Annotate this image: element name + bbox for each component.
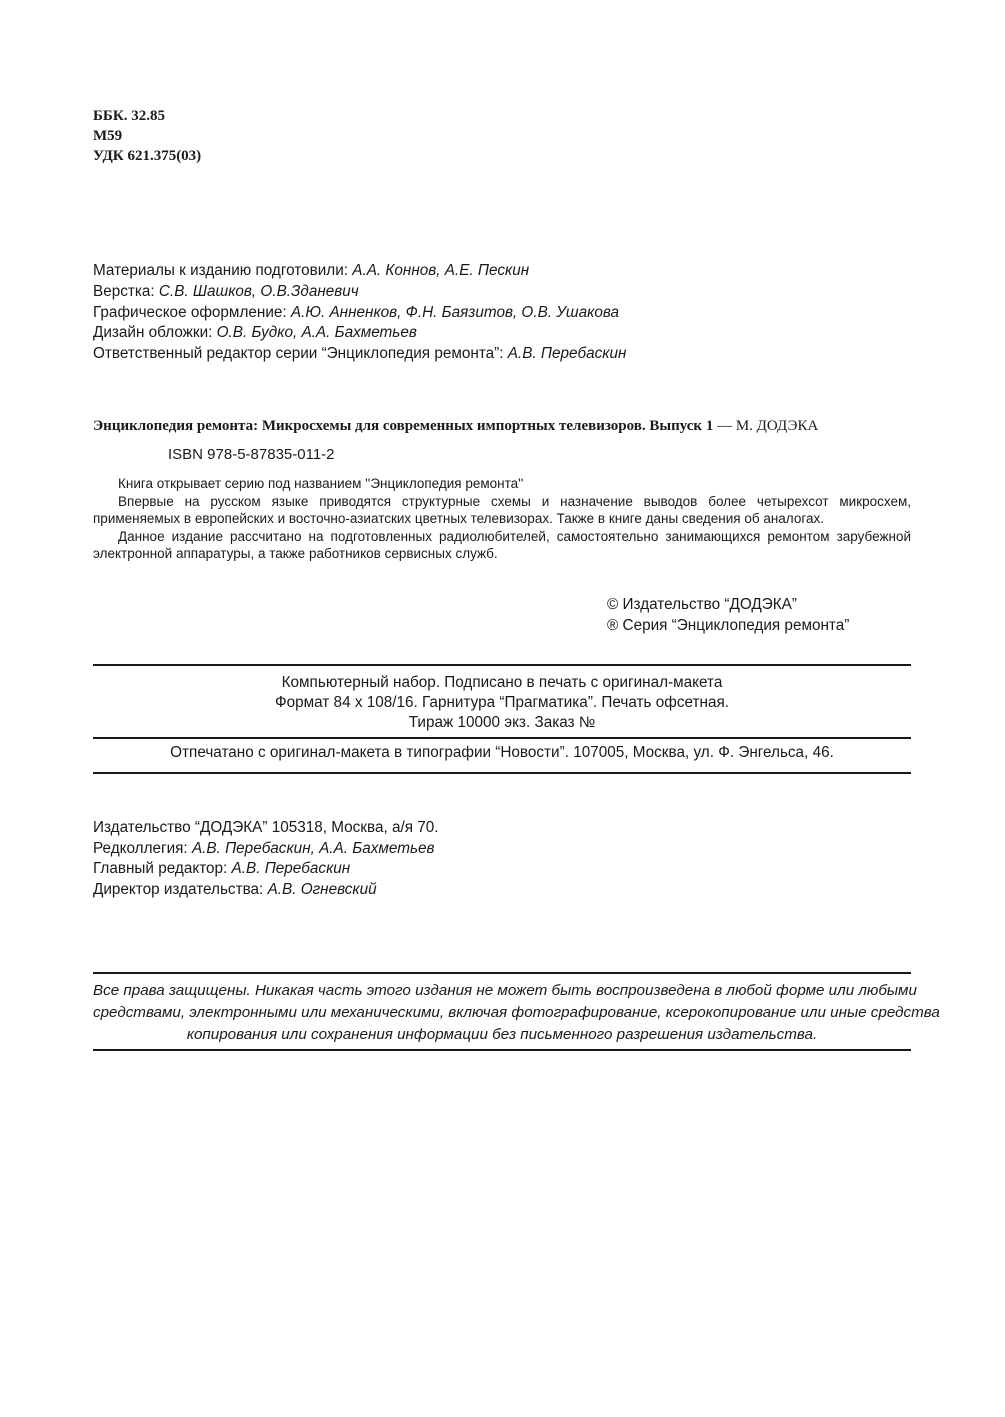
book-publisher: — М. ДОДЭКА [713, 418, 819, 434]
credit-line-layout [93, 282, 626, 303]
person-names: А.В. Перебаскин [231, 860, 351, 877]
credit-label: Материалы к изданию подготовили: [93, 262, 353, 279]
person-names: А.В. Перебаскин, А.А. Бахметьев [191, 839, 435, 857]
person-label: Директор издательства: [93, 880, 268, 898]
book-title: Энциклопедия ремонта: Микросхемы для современных импортных телевизоров. Выпуск 1 [93, 418, 714, 434]
udk-code: УДК 621.375(03) [93, 148, 202, 164]
credit-label: Ответственный редактор серии “Энциклопедия ремонта”: [93, 345, 508, 363]
print-info-line: Формат 84 х 108/16. Гарнитура “Прагматика”. Печать офсетная. [274, 694, 730, 711]
credit-label: Дизайн обложки: [93, 324, 217, 342]
book-title-line [93, 418, 818, 435]
credit-names: А.А. Коннов, А.Е. Пескин [352, 262, 530, 279]
abstract-paragraph: Книга открывает серию под названием ''Энциклопедия ремонта'' [118, 476, 524, 491]
credit-names: О.В. Будко, А.А. Бахметьев [216, 324, 417, 342]
credits-block [93, 261, 626, 365]
isbn: ISBN 978-5-87835-011-2 [168, 446, 335, 463]
publisher-person [93, 839, 439, 860]
divider [93, 972, 911, 974]
print-info-line: Тираж 10000 экз. Заказ № [408, 714, 596, 731]
divider [93, 772, 911, 774]
abstract-paragraph: Впервые на русском языке приводятся структурные схемы и назначение выводов более четырехсот микросхем, применяемых в европейских и восточно-азиатских цветных телевизорах. Также в книге даны сведения об аналогах. [93, 493, 911, 526]
credit-label: Верстка: [93, 282, 159, 300]
divider [93, 1049, 911, 1051]
abstract-paragraph: Данное издание рассчитано на подготовленных радиолюбителей, самостоятельно занимающихся ремонтом зарубежной электронной аппаратуры, а также работников сервисных служб. [93, 528, 911, 561]
publisher-person [93, 859, 439, 880]
credit-names: С.В. Шашков, О.В.Зданевич [158, 282, 359, 300]
copyright-publisher: © Издательство “ДОДЭКА” [607, 596, 797, 613]
credit-line-graphics [93, 303, 626, 324]
copyright-block [607, 594, 849, 636]
printed-at: Отпечатано с оригинал-макета в типографии “Новости”. 107005, Москва, ул. Ф. Энгельса, 46. [170, 744, 834, 761]
person-names: А.В. Огневский [267, 880, 377, 898]
print-info-line: Компьютерный набор. Подписано в печать с оригинал-макета [281, 674, 723, 691]
rights-line: копирования или сохранения информации без письменного разрешения издательства. [186, 1026, 818, 1043]
author-mark: М59 [93, 128, 123, 144]
publisher-info [93, 818, 439, 900]
divider [93, 664, 911, 666]
rights-notice [93, 980, 940, 1046]
classification-codes [93, 106, 201, 166]
bbk-code: ББК. 32.85 [93, 108, 165, 124]
credit-line-materials [93, 261, 626, 282]
copyright-series: ® Серия “Энциклопедия ремонта” [607, 617, 850, 634]
credit-line-cover [93, 323, 626, 344]
publisher-person [93, 880, 439, 901]
credit-names: А.В. Перебаскин [507, 345, 627, 363]
person-label: Главный редактор: [93, 860, 232, 877]
credit-names: А.Ю. Анненков, Ф.Н. Баязитов, О.В. Ушакова [290, 303, 619, 321]
credit-line-series-editor [93, 344, 626, 365]
credit-label: Графическое оформление: [93, 303, 291, 321]
rights-line: Все права защищены. Никакая часть этого издания не может быть воспроизведена в любой форме или любыми [93, 982, 917, 999]
rights-line: средствами, электронными или механическими, включая фотографирование, ксерокопирование или иные средства [93, 1004, 940, 1021]
abstract [93, 475, 911, 563]
publisher-address: Издательство “ДОДЭКА” 105318, Москва, а/я 70. [93, 819, 439, 836]
person-label: Редколлегия: [93, 839, 192, 857]
print-info [93, 673, 911, 733]
divider [93, 737, 911, 739]
